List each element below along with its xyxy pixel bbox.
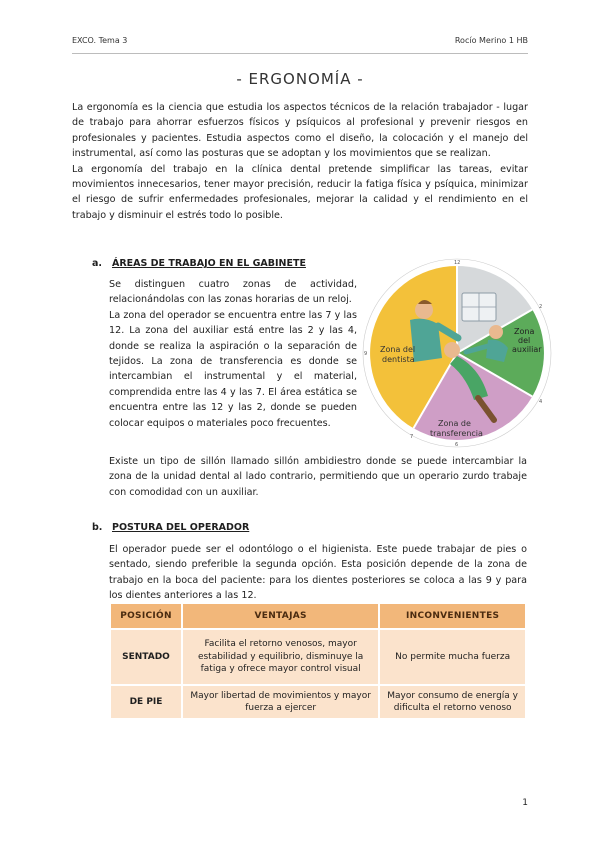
instrument-tray-illustration <box>462 293 496 321</box>
intro-text <box>72 100 528 223</box>
section-a-number: a. <box>92 258 103 269</box>
zone-auxiliar-label-line1: Zona <box>514 327 535 336</box>
table-cell-disadvantages: No permite mucha fuerza <box>379 629 526 685</box>
table-cell-advantages: Mayor libertad de movimientos y mayor fuerza a ejercer <box>182 685 379 719</box>
table-row <box>110 629 526 685</box>
posture-comparison-table <box>109 602 527 720</box>
intro-paragraph-1: La ergonomía es la ciencia que estudia los aspectos técnicos de la relación trabajador - lugar de trabajo para ahorrar esfuerzos físicos y psíquicos al profesional y prevenir riesgos en profesionales y pacientes. Estudia aspectos como el diseño, la colocación y el manejo del instrumental, así como las posturas que se adoptan y los movimientos que se realizan. <box>72 102 528 160</box>
table-header-position: POSICIÓN <box>110 603 182 629</box>
header-divider <box>72 53 528 54</box>
zone-dentist-label-line1: Zona del <box>380 345 416 354</box>
table-header-disadvantages: INCONVENIENTES <box>379 603 526 629</box>
page-number: 1 <box>522 798 528 808</box>
table-row <box>110 685 526 719</box>
hour-label-9: 9 <box>364 351 368 357</box>
section-b-paragraph-1: El operador puede ser el odontólogo o el higienista. Este puede trabajar de pies o sentado, siendo preferible la segunda opción. Esta posición depende de la zona de trabajo en la boca del paciente: para los dientes posteriores se coloca a las 9 y para los dientes anteriores a las 12. <box>109 544 527 602</box>
hour-label-4: 4 <box>539 399 543 405</box>
zone-transfer-label-line2: transferencia <box>430 429 483 438</box>
header-course: EXCO. Tema 3 <box>72 36 128 45</box>
section-a-paragraph-1: Se distinguen cuatro zonas de actividad, relacionándolas con las zonas horarias de un reloj. <box>109 279 357 306</box>
section-a-heading <box>92 258 306 269</box>
section-a-paragraph-2: La zona del operador se encuentra entre las 7 y las 12. La zona del auxiliar está entre las 2 y las 4, donde se realiza la aspiración o la separación de tejidos. La zona de transferencia es donde se intercambian el instrumental y el material, comprendida entre las 4 y las 7. El área estática se encuentra entre las 12 y las 2, donde se pueden colocar equipos o materiales poco frecuentes. <box>109 309 357 429</box>
section-b-heading <box>92 522 249 533</box>
table-cell-position: DE PIE <box>110 685 182 719</box>
hour-label-6: 6 <box>455 442 459 448</box>
table-header-advantages: VENTAJAS <box>182 603 379 629</box>
hour-label-7: 7 <box>410 434 414 440</box>
section-a-text <box>109 277 357 431</box>
table-cell-disadvantages: Mayor consumo de energía y dificulta el retorno venoso <box>379 685 526 719</box>
section-a-title: ÁREAS DE TRABAJO EN EL GABINETE <box>112 258 306 269</box>
table-cell-advantages: Facilita el retorno venosos, mayor estabilidad y equilibrio, disminuye la fatiga y ofrece mayor control visual <box>182 629 379 685</box>
section-a-paragraph-3: Existe un tipo de sillón llamado sillón ambidiestro donde se puede intercambiar la zona de la unidad dental al lado contrario, permitiendo que un operario zurdo trabaje con comodidad con un auxiliar. <box>109 456 527 498</box>
page-header <box>72 36 528 50</box>
section-b-title: POSTURA DEL OPERADOR <box>112 522 250 533</box>
section-b-number: b. <box>92 522 103 533</box>
intro-paragraph-2: La ergonomía del trabajo en la clínica dental pretende simplificar las tareas, evitar movimientos innecesarios, tener mayor precisión, reducir la fatiga física y psíquica, minimizar el riesgo de sufrir enfermedades profesionales, mejorar la calidad y el rendimiento en el trabajo y disminuir el estrés todo lo posible. <box>72 163 528 221</box>
table-cell-position: SENTADO <box>110 629 182 685</box>
zone-auxiliar-label-line3: auxiliar <box>512 345 542 354</box>
zone-dentist-label-line2: dentista <box>382 355 415 364</box>
page-title: - ERGONOMÍA - <box>236 70 364 88</box>
header-author: Rocío Merino 1 HB <box>454 36 528 45</box>
hour-label-2: 2 <box>539 304 543 310</box>
zone-transfer-label-line1: Zona de <box>438 419 471 428</box>
zone-auxiliar-label-line2: del <box>518 336 531 345</box>
hour-label-12: 12 <box>454 260 461 266</box>
work-zones-clock-diagram <box>362 258 552 448</box>
table-header-row <box>110 603 526 629</box>
